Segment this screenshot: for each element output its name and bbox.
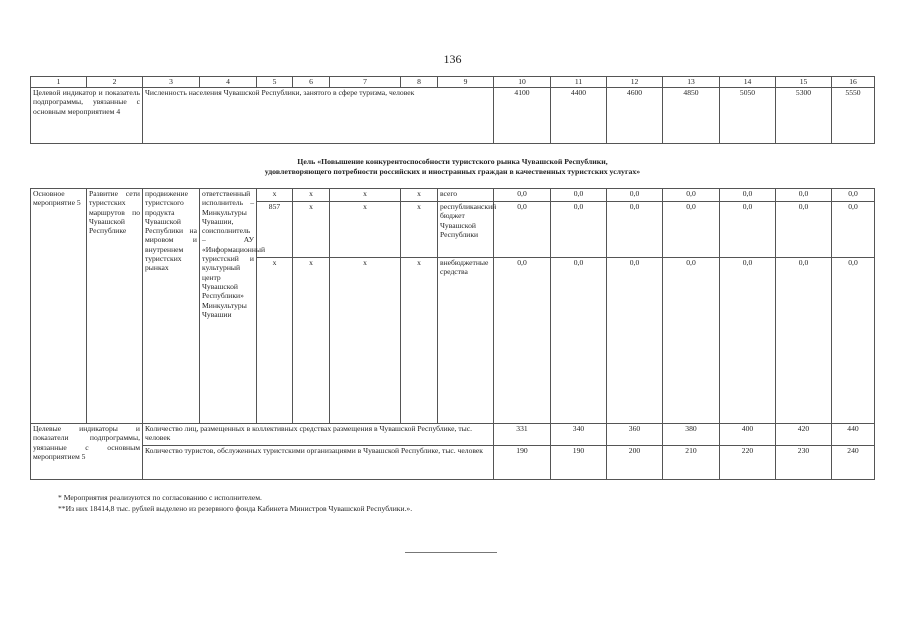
value-cell: 0,0	[776, 189, 832, 202]
footnotes	[58, 492, 412, 514]
header-cell: 3	[143, 77, 200, 88]
value-cell: 0,0	[663, 189, 720, 202]
value-cell: 230	[776, 446, 832, 480]
value-cell: 4400	[551, 88, 607, 144]
code-cell: x	[330, 189, 401, 202]
header-cell: 6	[293, 77, 330, 88]
event-row	[31, 189, 875, 202]
funding-source: всего	[438, 189, 494, 202]
value-cell: 0,0	[607, 258, 663, 424]
header-cell: 5	[257, 77, 293, 88]
value-cell: 360	[607, 424, 663, 446]
code-cell: x	[401, 258, 438, 424]
goal-heading	[0, 157, 905, 177]
table-main	[30, 188, 875, 480]
value-cell: 5050	[720, 88, 776, 144]
target-description: Количество лиц, размещенных в коллективных средствах размещения в Чувашской Республике, тыс. человек	[143, 424, 494, 446]
value-cell: 5550	[832, 88, 875, 144]
funding-source: республиканский бюджет Чувашской Республики	[438, 202, 494, 258]
header-cell: 13	[663, 77, 720, 88]
value-cell: 240	[832, 446, 875, 480]
value-cell: 0,0	[720, 258, 776, 424]
indicator-description: Численность населения Чувашской Республики, занятого в сфере туризма, человек	[143, 88, 494, 144]
value-cell: 0,0	[832, 202, 875, 258]
event-task: продвижение туристского продукта Чувашской Республики на мировом и внутреннем туристских рынках	[143, 189, 200, 424]
value-cell: 0,0	[494, 202, 551, 258]
page-number: 136	[443, 52, 462, 66]
event-name: Основное мероприятие 5	[31, 189, 87, 424]
event-executor: ответственный исполнитель – Минкультуры Чувашии, соисполнитель – АУ «Информационный туристский и культурный центр Чувашской Республики» Минкультуры Чувашии	[200, 189, 257, 424]
header-cell: 1	[31, 77, 87, 88]
header-cell: 11	[551, 77, 607, 88]
goal-line: удовлетворяющего потребности российских и иностранных граждан в качественных туристских услугах»	[264, 167, 641, 176]
header-cell: 2	[87, 77, 143, 88]
header-cell: 15	[776, 77, 832, 88]
code-cell: x	[401, 189, 438, 202]
indicator-row	[31, 88, 875, 144]
value-cell: 5300	[776, 88, 832, 144]
targets-label: Целевые индикаторы и показатели подпрограммы, увязанные с основным мероприятием 5	[31, 424, 143, 480]
value-cell: 190	[494, 446, 551, 480]
value-cell: 0,0	[776, 202, 832, 258]
target-description: Количество туристов, обслуженных туристскими организациями в Чувашской Республике, тыс. человек	[143, 446, 494, 480]
code-cell: 857	[257, 202, 293, 258]
target-row	[31, 424, 875, 446]
code-cell: x	[330, 258, 401, 424]
code-cell: x	[293, 258, 330, 424]
code-cell: x	[257, 258, 293, 424]
header-cell: 10	[494, 77, 551, 88]
value-cell: 331	[494, 424, 551, 446]
value-cell: 0,0	[551, 189, 607, 202]
header-cell: 14	[720, 77, 776, 88]
separator-line	[405, 552, 497, 553]
funding-source: внебюджетные средства	[438, 258, 494, 424]
code-cell: x	[293, 202, 330, 258]
value-cell: 210	[663, 446, 720, 480]
value-cell: 420	[776, 424, 832, 446]
value-cell: 0,0	[551, 202, 607, 258]
value-cell: 0,0	[832, 258, 875, 424]
goal-line: Цель «Повышение конкурентоспособности туристского рынка Чувашской Республики,	[297, 157, 608, 166]
header-row	[31, 77, 875, 88]
code-cell: x	[330, 202, 401, 258]
value-cell: 0,0	[607, 189, 663, 202]
value-cell: 4100	[494, 88, 551, 144]
header-cell: 8	[401, 77, 438, 88]
header-cell: 4	[200, 77, 257, 88]
code-cell: x	[257, 189, 293, 202]
value-cell: 0,0	[607, 202, 663, 258]
value-cell: 200	[607, 446, 663, 480]
header-cell: 12	[607, 77, 663, 88]
value-cell: 4850	[663, 88, 720, 144]
header-cell: 9	[438, 77, 494, 88]
value-cell: 340	[551, 424, 607, 446]
value-cell: 0,0	[494, 258, 551, 424]
value-cell: 400	[720, 424, 776, 446]
value-cell: 190	[551, 446, 607, 480]
code-cell: x	[293, 189, 330, 202]
target-row	[31, 446, 875, 480]
value-cell: 440	[832, 424, 875, 446]
value-cell: 0,0	[720, 189, 776, 202]
footnote: * Мероприятия реализуются по согласованию с исполнителем.	[58, 493, 262, 502]
value-cell: 380	[663, 424, 720, 446]
code-cell: x	[401, 202, 438, 258]
footnote: **Из них 18414,8 тыс. рублей выделено из резервного фонда Кабинета Министров Чувашской Республики.».	[58, 504, 413, 513]
value-cell: 0,0	[663, 258, 720, 424]
value-cell: 0,0	[776, 258, 832, 424]
header-cell: 16	[832, 77, 875, 88]
value-cell: 0,0	[494, 189, 551, 202]
value-cell: 4600	[607, 88, 663, 144]
value-cell: 0,0	[551, 258, 607, 424]
indicator-label: Целевой индикатор и показатель подпрограммы, увязанные с основным мероприятием 4	[31, 88, 143, 144]
event-title: Развитие сети туристских маршрутов по Чувашской Республике	[87, 189, 143, 424]
table-top	[30, 76, 875, 144]
value-cell: 0,0	[832, 189, 875, 202]
value-cell: 220	[720, 446, 776, 480]
value-cell: 0,0	[720, 202, 776, 258]
header-cell: 7	[330, 77, 401, 88]
value-cell: 0,0	[663, 202, 720, 258]
